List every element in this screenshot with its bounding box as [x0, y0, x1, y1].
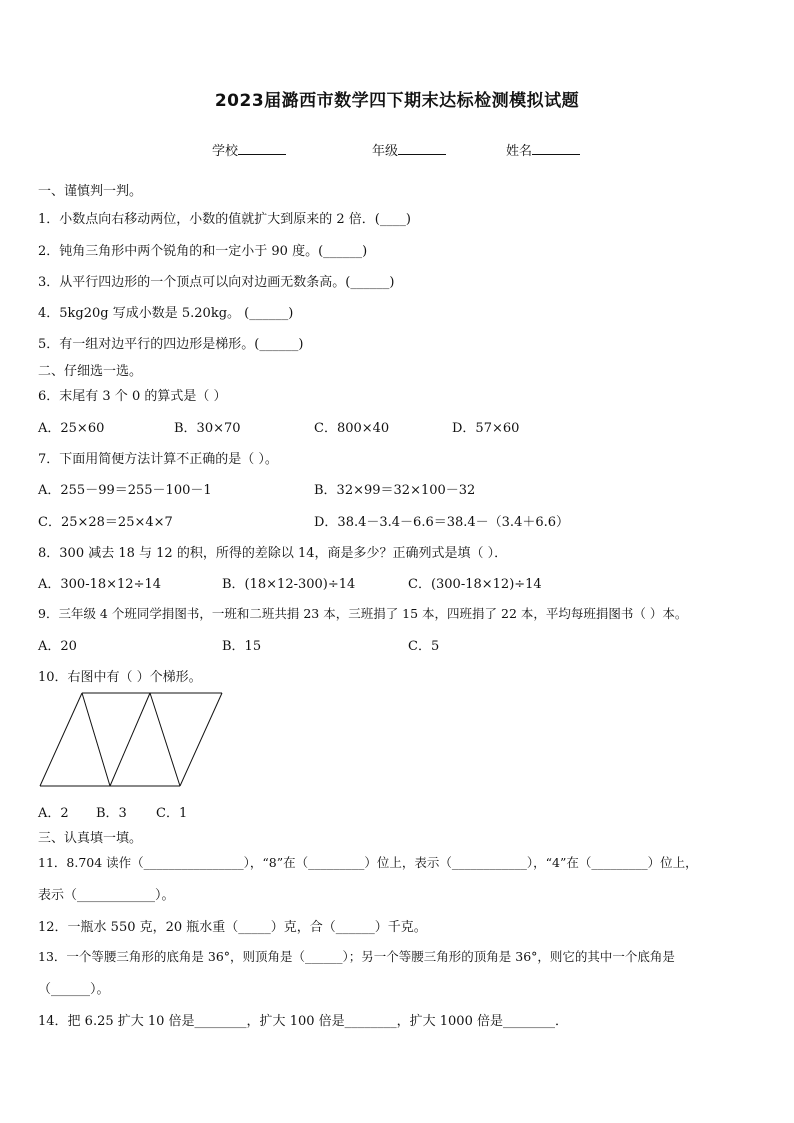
question-8: 8．300 减去 18 与 12 的积，所得的差除以 14，商是多少？正确列式是填（ ）．	[38, 546, 508, 561]
page-title: 2023届潞西市数学四下期末达标检测模拟试题	[214, 91, 580, 111]
q9-option-a: A．20	[38, 639, 77, 654]
section-heading-2: 二、仔细选一选。	[38, 364, 143, 379]
q7-option-c: C．25×28＝25×4×7	[38, 515, 173, 530]
school-blank[interactable]	[238, 142, 286, 155]
name-label: 姓名	[506, 144, 533, 159]
question-11-cont: 表示（____________）。	[38, 888, 175, 903]
figure-line-right	[180, 693, 222, 786]
q9-option-c: C．5	[408, 639, 440, 654]
q7-option-d: D．38.4－3.4－6.6＝38.4－（3.4＋6.6）	[314, 515, 570, 530]
question-6: 6．末尾有 3 个 0 的算式是（ ）	[38, 389, 227, 404]
grade-label: 年级	[372, 144, 399, 159]
figure-line-left	[40, 693, 82, 786]
question-3: 3．从平行四边形的一个顶点可以向对边画无数条高。(______)	[38, 275, 395, 290]
question-7: 7．下面用简便方法计算不正确的是（ ）。	[38, 452, 278, 467]
q10-option-a: A．2	[38, 806, 69, 821]
figure-line-diag-2	[110, 693, 150, 786]
school-label: 学校	[212, 144, 239, 159]
question-2: 2．钝角三角形中两个锐角的和一定小于 90 度。(______)	[38, 244, 368, 259]
question-13-cont: （______）。	[38, 982, 110, 997]
section-heading-1: 一、谨慎判一判。	[38, 184, 143, 199]
question-5: 5．有一组对边平行的四边形是梯形。(______)	[38, 337, 304, 352]
q7-option-b: B．32×99＝32×100－32	[314, 483, 476, 498]
question-14: 14．把 6.25 扩大 10 倍是________，扩大 100 倍是________，扩大 1000 倍是________．	[38, 1014, 568, 1029]
question-12: 12．一瓶水 550 克，20 瓶水重（_____）克，合（______）千克。	[38, 920, 427, 935]
q6-option-a: A．25×60	[38, 421, 105, 436]
trapezoid-figure	[38, 690, 228, 790]
q7-option-a: A．255－99＝255－100－1	[38, 483, 212, 498]
section-heading-3: 三、认真填一填。	[38, 831, 143, 846]
name-field	[506, 140, 580, 159]
figure-line-diag-1	[82, 693, 110, 786]
q6-option-b: B．30×70	[174, 421, 241, 436]
q9-option-b: B．15	[222, 639, 262, 654]
q8-option-c: C．(300-18×12)÷14	[408, 577, 542, 592]
question-4: 4．5kg20g 写成小数是 5.20kg。 (______)	[38, 306, 294, 321]
question-13: 13．一个等腰三角形的底角是 36°，则顶角是（______）；另一个等腰三角形的顶角是 36°，则它的其中一个底角是	[38, 949, 675, 964]
school-field	[212, 140, 286, 159]
question-10: 10．右图中有（ ）个梯形。	[38, 670, 202, 685]
name-blank[interactable]	[532, 142, 580, 155]
question-1: 1．小数点向右移动两位，小数的值就扩大到原来的 2 倍．(____)	[38, 212, 411, 227]
figure-line-diag-3	[150, 693, 180, 786]
grade-field	[372, 140, 446, 159]
question-9: 9．三年级 4 个班同学捐图书，一班和二班共捐 23 本，三班捐了 15 本，四班捐了 22 本，平均每班捐图书（ ）本。	[38, 606, 688, 621]
q8-option-b: B．(18×12-300)÷14	[222, 577, 356, 592]
grade-blank[interactable]	[398, 142, 446, 155]
q10-option-c: C．1	[156, 806, 188, 821]
q10-option-b: B．3	[96, 806, 127, 821]
question-11: 11．8.704 读作（________________），“8”在（_________）位上，表示（____________），“4”在（_________）位上，	[38, 855, 698, 870]
q6-option-d: D．57×60	[452, 421, 520, 436]
q8-option-a: A．300-18×12÷14	[38, 577, 162, 592]
q6-option-c: C．800×40	[314, 421, 390, 436]
